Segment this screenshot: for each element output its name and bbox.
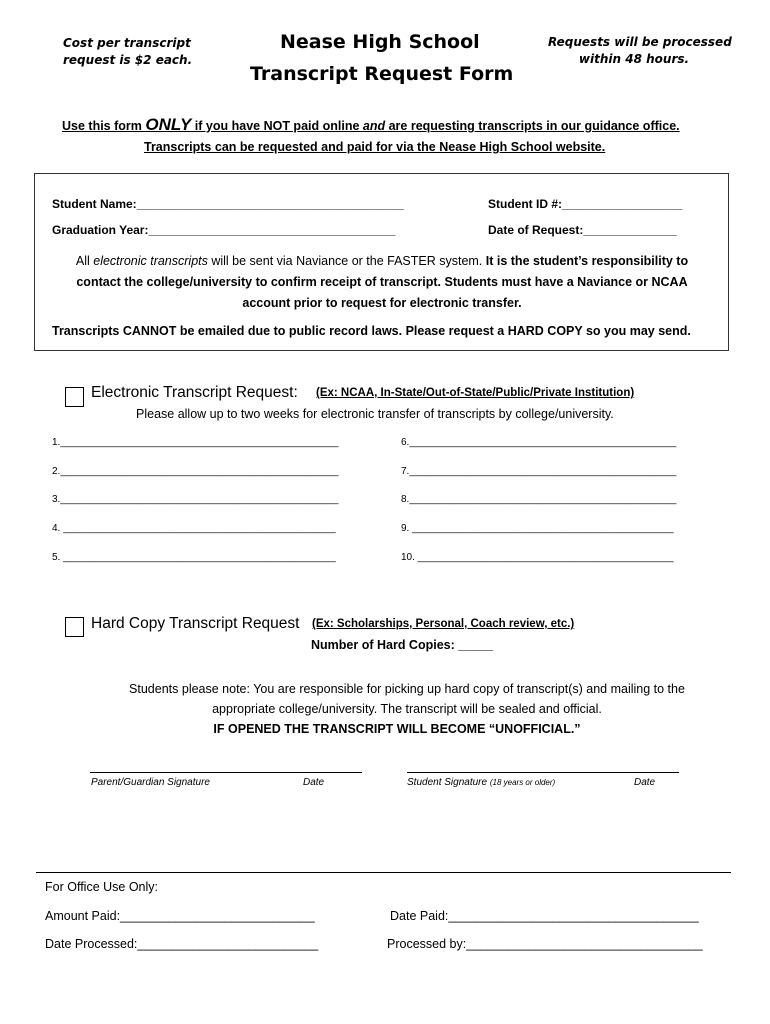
cost-note: Cost per transcript request is $2 each. bbox=[63, 36, 193, 67]
office-divider bbox=[36, 872, 731, 873]
date-processed-field[interactable]: Date Processed:__________________________ bbox=[45, 937, 319, 951]
hard-copy-request-heading: Hard Copy Transcript Request bbox=[91, 615, 300, 632]
date-of-request-field[interactable]: Date of Request:______________ bbox=[488, 223, 677, 237]
parent-signature-label: Parent/Guardian Signature bbox=[91, 777, 210, 788]
student-signature-line[interactable] bbox=[407, 772, 679, 773]
electronic-request-heading: Electronic Transcript Request: bbox=[91, 384, 298, 401]
school-name: Nease High School bbox=[280, 31, 480, 53]
institution-line-5[interactable]: 5. _________________________________________________ bbox=[52, 552, 336, 563]
institution-line-3[interactable]: 3.__________________________________________________ bbox=[52, 494, 339, 505]
processed-by-field[interactable]: Processed by:__________________________________ bbox=[387, 937, 703, 951]
office-use-heading: For Office Use Only: bbox=[45, 880, 158, 894]
hard-copy-request-example: (Ex: Scholarships, Personal, Coach review, etc.) bbox=[312, 618, 575, 630]
parent-signature-line[interactable] bbox=[90, 772, 362, 773]
electronic-request-checkbox[interactable] bbox=[65, 387, 84, 407]
institution-line-8[interactable]: 8.________________________________________________ bbox=[401, 494, 677, 505]
date-paid-field[interactable]: Date Paid:____________________________________ bbox=[390, 909, 699, 923]
electronic-request-note: Please allow up to two weeks for electronic transfer of transcripts by college/university. bbox=[136, 407, 614, 421]
institution-line-6[interactable]: 6.________________________________________________ bbox=[401, 437, 677, 448]
student-name-field[interactable]: Student Name:________________________________________ bbox=[52, 197, 404, 211]
institution-line-10[interactable]: 10. ______________________________________________ bbox=[401, 552, 674, 563]
institution-line-2[interactable]: 2.__________________________________________________ bbox=[52, 466, 339, 477]
student-id-field[interactable]: Student ID #:__________________ bbox=[488, 197, 683, 211]
intro-line-1: Use this form ONLY if you have NOT paid online and are requesting transcripts in our guidance office. bbox=[62, 115, 680, 134]
email-notice: Transcripts CANNOT be emailed due to public record laws. Please request a HARD COPY so you may send. bbox=[52, 324, 691, 338]
form-title: Transcript Request Form bbox=[250, 63, 514, 85]
institution-line-4[interactable]: 4. _________________________________________________ bbox=[52, 523, 336, 534]
hard-copies-count-field[interactable]: Number of Hard Copies: _____ bbox=[311, 638, 494, 652]
institution-line-1[interactable]: 1.__________________________________________________ bbox=[52, 437, 339, 448]
hard-copy-note: Students please note: You are responsible for picking up hard copy of transcript(s) and mailing to the appropriate college/university. The transcript will be sealed and official. IF OPENED THE TRANSCRIPT WILL BECOME “UNOFFICIAL.” bbox=[129, 682, 685, 736]
processing-note: Requests will be processed within 48 hours. bbox=[548, 35, 732, 66]
student-date-label: Date bbox=[634, 777, 656, 788]
intro-line-2: Transcripts can be requested and paid for via the Nease High School website. bbox=[144, 140, 606, 154]
institution-line-7[interactable]: 7.________________________________________________ bbox=[401, 466, 677, 477]
hard-copy-request-checkbox[interactable] bbox=[65, 617, 84, 637]
student-signature-label: Student Signature (18 years or older) bbox=[407, 777, 556, 788]
amount-paid-field[interactable]: Amount Paid:____________________________ bbox=[45, 909, 315, 923]
electronic-transcript-notice: All electronic transcripts will be sent via Naviance or the FASTER system. It is the student’s responsibility to contact the college/university to confirm receipt of transcript. Students must have a Naviance or NCAA account prior to request for electronic transfer. bbox=[75, 254, 689, 310]
parent-date-label: Date bbox=[303, 777, 325, 788]
graduation-year-field[interactable]: Graduation Year:_____________________________________ bbox=[52, 223, 396, 237]
institution-line-9[interactable]: 9. _______________________________________________ bbox=[401, 523, 674, 534]
electronic-request-example: (Ex: NCAA, In-State/Out-of-State/Public/Private Institution) bbox=[316, 387, 635, 399]
